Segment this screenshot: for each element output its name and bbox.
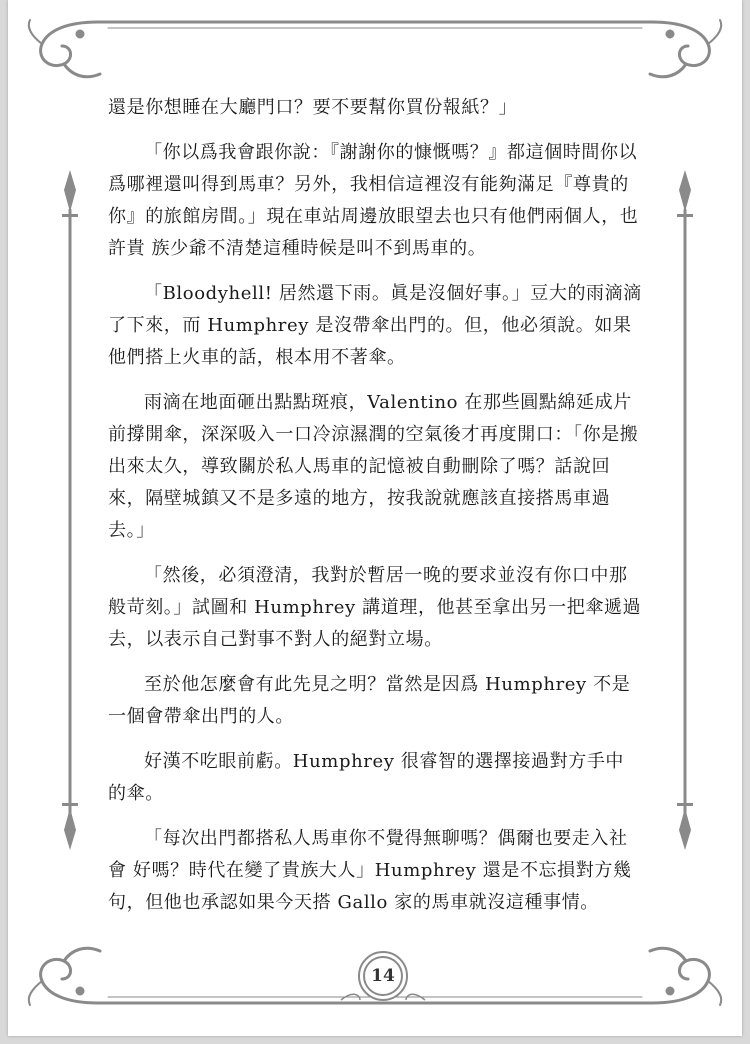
paragraph: 雨滴在地面砸出點點斑痕，Valentino 在那些圓點綿延成片前撐開傘，深深吸入一口冷涼濕潤的空氣後才再度開口：「你是搬出來太久，導致關於私人馬車的記憶被自動刪除了嗎？話說回來，隔壁城鎮又不是多遠的地方，按我說就應該直接搭馬車過去。」 <box>108 392 639 541</box>
paragraph: 「你以爲我會跟你說：『謝謝你的慷慨嗎？』都這個時間你以爲哪裡還叫得到馬車？另外，我相信這裡沒有能夠滿足『尊貴的你』的旅館房間。」現在車站周邊放眼望去也只有他們兩個人，也許貴 族少爺不清楚這種時候是叫不到馬車的。 <box>108 142 639 259</box>
scroll-ornament-icon <box>29 948 100 1005</box>
page-number: 14 <box>371 966 395 986</box>
book-page <box>8 0 742 1036</box>
paragraph: 至於他怎麼會有此先見之明？當然是因爲 Humphrey 不是一個會帶傘出門的人。 <box>108 674 631 727</box>
scroll-ornament-icon <box>650 20 721 77</box>
scroll-ornament-icon <box>650 948 721 1005</box>
paragraph: 還是你想睡在大廳門口？要不要幫你買份報紙？」 <box>108 97 518 118</box>
scroll-ornament-icon <box>29 20 100 77</box>
paragraph: 「然後，必須澄清，我對於暫居一晚的要求並沒有你口中那般苛刻。」試圖和 Humphrey 講道理，他甚至拿出另一把傘遞過去，以表示自己對事不對人的絕對立場。 <box>108 565 642 650</box>
paragraph: 「每次出門都搭私人馬車你不覺得無聊嗎？偶爾也要走入社會 好嗎？時代在變了貴族大人」Humphrey 還是不忘損對方幾句，但他也承認如果今天搭 Gallo 家的馬車就沒這種事情。 <box>108 828 632 913</box>
paragraph: 「Bloodyhell! 居然還下雨。眞是沒個好事。」豆大的雨滴滴了下來，而 Humphrey 是沒帶傘出門的。但，他必須說。如果他們搭上火車的話，根本用不著傘。 <box>108 283 642 368</box>
paragraph: 好漢不吃眼前虧。Humphrey 很睿智的選擇接過對方手中的傘。 <box>108 751 625 804</box>
body-text <box>108 92 642 932</box>
